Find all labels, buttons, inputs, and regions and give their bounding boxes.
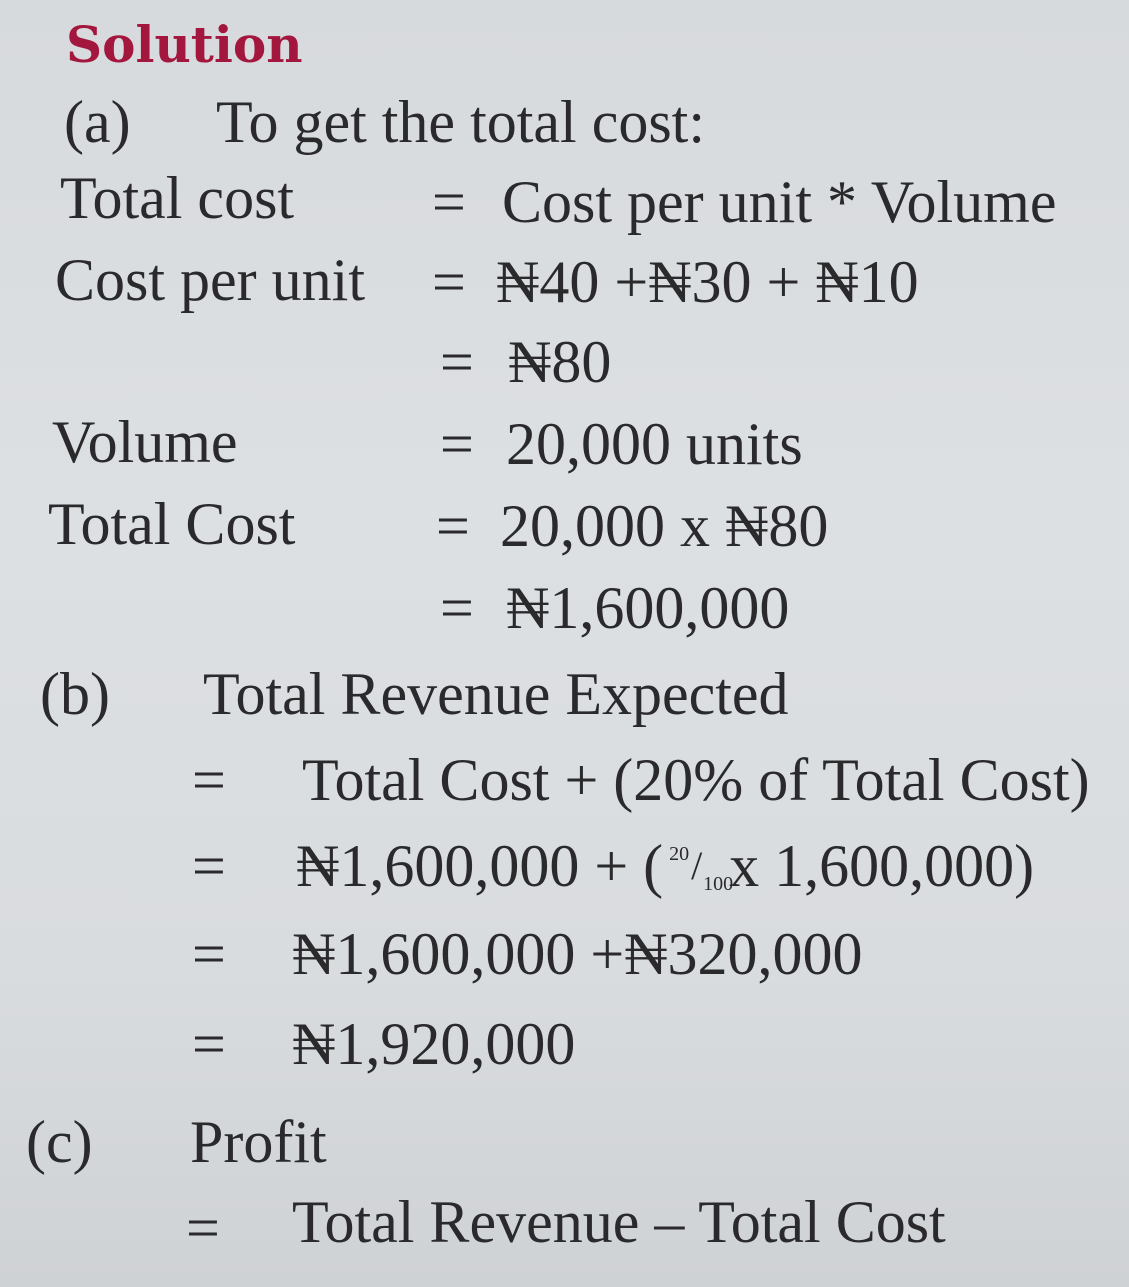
row-cost-per-unit-expr: ₦40 +₦30 + ₦10 (496, 249, 919, 315)
row-volume-expr: 20,000 units (506, 411, 803, 477)
revenue-step1-expr: Total Cost + (20% of Total Cost) (302, 747, 1090, 813)
row-total-cost-calc-equals: = (436, 493, 470, 559)
row-total-cost-result: ₦1,600,000 (506, 575, 790, 641)
part-a-title: To get the total cost: (216, 89, 706, 155)
revenue-step2-equals: = (192, 833, 226, 899)
revenue-step4-equals: = (192, 1011, 226, 1077)
fraction-numerator: 20 (669, 843, 690, 865)
revenue-step1-equals: = (192, 747, 226, 813)
part-b-label: (b) (40, 661, 110, 727)
row-total-cost-expr: Cost per unit * Volume (502, 169, 1057, 235)
fraction-twenty-percent (663, 836, 734, 896)
revenue-step4-result: ₦1,920,000 (292, 1011, 576, 1077)
part-a-label: (a) (64, 89, 131, 155)
revenue-step3-equals: = (192, 921, 226, 987)
row-cost-per-unit-term: Cost per unit (55, 247, 365, 313)
fraction-slash: / (691, 843, 703, 888)
revenue-step3-expr: ₦1,600,000 +₦320,000 (292, 921, 863, 987)
row-total-cost-equals: = (432, 169, 466, 235)
revenue-step2-expr (296, 833, 1035, 899)
row-cost-per-unit-result: ₦80 (508, 329, 612, 395)
part-c-label: (c) (26, 1109, 93, 1175)
row-cost-per-unit-result-equals: = (440, 329, 474, 395)
row-total-cost-result-equals: = (440, 575, 474, 641)
fraction-denominator: 100 (703, 873, 734, 895)
row-total-cost-calc-expr: 20,000 x ₦80 (500, 493, 829, 559)
row-total-cost-term: Total cost (60, 165, 295, 231)
profit-step1-equals: = (186, 1195, 220, 1261)
row-total-cost-calc-term: Total Cost (48, 491, 296, 557)
row-volume-term: Volume (52, 409, 238, 475)
revenue-step2-suffix: x 1,600,000) (729, 833, 1035, 899)
part-b-title: Total Revenue Expected (203, 661, 789, 727)
part-c-title: Profit (190, 1109, 327, 1175)
row-volume-equals: = (440, 411, 474, 477)
row-cost-per-unit-equals: = (432, 249, 466, 315)
solution-heading: Solution (66, 15, 303, 74)
revenue-step2-prefix: ₦1,600,000 + ( (296, 833, 664, 899)
profit-step1-expr: Total Revenue – Total Cost (292, 1189, 946, 1255)
